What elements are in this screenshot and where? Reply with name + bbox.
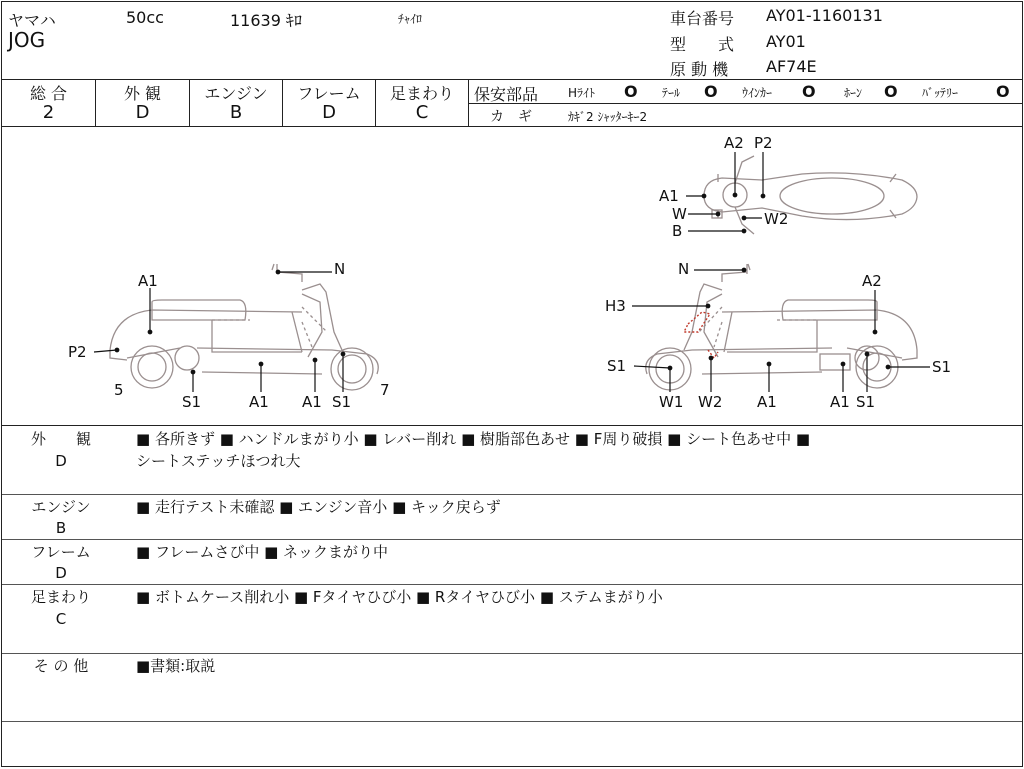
detail-other-label: そ の 他 xyxy=(33,657,89,675)
label-right-N: N xyxy=(678,260,690,278)
inspection-sheet xyxy=(1,1,1023,767)
label-left-A1: A1 xyxy=(138,272,158,290)
detail-engine-grade: B xyxy=(55,519,67,537)
maker: ヤマハ xyxy=(8,11,56,30)
detail-suspension-label: 足まわり xyxy=(30,588,91,606)
label-right-S1b: S1 xyxy=(932,358,952,376)
label-left-A1c: A1 xyxy=(302,393,322,411)
safety-winker-label: ｳｲﾝｶｰ xyxy=(742,86,773,100)
color: ﾁｬｲﾛ xyxy=(398,12,423,26)
engine-value: AF74E xyxy=(766,57,817,76)
type-label: 型 式 xyxy=(670,35,735,54)
grade-suspension-label: 足まわり xyxy=(389,84,454,103)
label-top-P2: P2 xyxy=(754,134,773,152)
label-top-W: W xyxy=(672,205,687,223)
engine-label: 原 動 機 xyxy=(670,60,729,79)
frame-no-label: 車台番号 xyxy=(670,9,735,28)
label-right-S1a: S1 xyxy=(607,357,627,375)
detail-exterior-line2: シートステッチほつれ大 xyxy=(136,452,301,470)
frame-no: AY01-1160131 xyxy=(766,6,883,25)
label-right-A2: A2 xyxy=(862,272,882,290)
label-right-S1c: S1 xyxy=(856,393,876,411)
label-left-5: 5 xyxy=(114,381,124,399)
safety-winker-value: O xyxy=(802,82,816,101)
detail-suspension-line1: ■ ボトムケース削れ小 ■ Fタイヤひび小 ■ Rタイヤひび小 ■ ステムまがり小 xyxy=(136,588,663,606)
safety-headlight-label: Hﾗｲﾄ xyxy=(568,86,596,100)
key-value: ｶｷﾞ2 ｼｬｯﾀｰｷｰ2 xyxy=(568,110,648,124)
safety-horn-label: ﾎｰﾝ xyxy=(844,86,863,100)
detail-exterior-grade: D xyxy=(55,452,67,470)
label-right-A1a: A1 xyxy=(757,393,777,411)
label-right-W2: W2 xyxy=(698,393,723,411)
damage-diagram xyxy=(2,127,1022,425)
label-left-S1a: S1 xyxy=(182,393,202,411)
safety-battery-label: ﾊﾞｯﾃﾘｰ xyxy=(922,86,959,100)
safety-battery-value: O xyxy=(996,82,1010,101)
label-top-W2: W2 xyxy=(764,210,789,228)
label-left-P2: P2 xyxy=(68,343,87,361)
grade-overall-value: 2 xyxy=(42,102,55,123)
detail-frame-label: フレーム xyxy=(31,543,91,561)
grade-exterior-value: D xyxy=(135,102,150,123)
grade-overall-label: 総 合 xyxy=(29,84,68,103)
label-left-S1b: S1 xyxy=(332,393,352,411)
mileage: 11639 ｷﾛ xyxy=(230,11,302,30)
key-label: カ ギ xyxy=(490,109,532,125)
label-top-B: B xyxy=(672,222,683,240)
label-right-W1: W1 xyxy=(659,393,684,411)
label-left-7: 7 xyxy=(380,381,390,399)
label-right-H3: H3 xyxy=(605,297,626,315)
displacement: 50cc xyxy=(126,8,164,27)
safety-horn-value: O xyxy=(884,82,898,101)
grade-frame-label: フレーム xyxy=(297,84,361,103)
grade-suspension-value: C xyxy=(415,102,429,123)
model-name: JOG xyxy=(8,28,46,52)
label-top-A1: A1 xyxy=(659,187,679,205)
detail-exterior-line1: ■ 各所きず ■ ハンドルまがり小 ■ レバー削れ ■ 樹脂部色あせ ■ F周り破損 ■ シート色あせ中 ■ xyxy=(136,430,811,448)
detail-frame-grade: D xyxy=(55,564,67,582)
grade-engine-value: B xyxy=(229,102,243,123)
detail-frame-line1: ■ フレームさび中 ■ ネックまがり中 xyxy=(136,543,389,561)
label-top-A2: A2 xyxy=(724,134,744,152)
label-left-N: N xyxy=(334,260,346,278)
safety-headlight-value: O xyxy=(624,82,638,101)
safety-label: 保安部品 xyxy=(474,85,539,104)
detail-other-line1: ■書類:取説 xyxy=(136,657,216,675)
safety-tail-value: O xyxy=(704,82,718,101)
type-value: AY01 xyxy=(766,32,806,51)
detail-exterior-label: 外 観 xyxy=(30,430,91,448)
grade-exterior-label: 外 観 xyxy=(123,84,162,103)
detail-suspension-grade: C xyxy=(55,610,67,628)
label-left-A1b: A1 xyxy=(249,393,269,411)
damage-marks xyxy=(684,312,718,358)
safety-tail-label: ﾃｰﾙ xyxy=(662,86,681,100)
detail-engine-line1: ■ 走行テスト未確認 ■ エンジン音小 ■ キック戻らず xyxy=(136,498,501,516)
grade-frame-value: D xyxy=(322,102,336,123)
label-right-A1b: A1 xyxy=(830,393,850,411)
grade-engine-label: エンジン xyxy=(204,84,268,103)
detail-engine-label: エンジン xyxy=(31,498,91,516)
